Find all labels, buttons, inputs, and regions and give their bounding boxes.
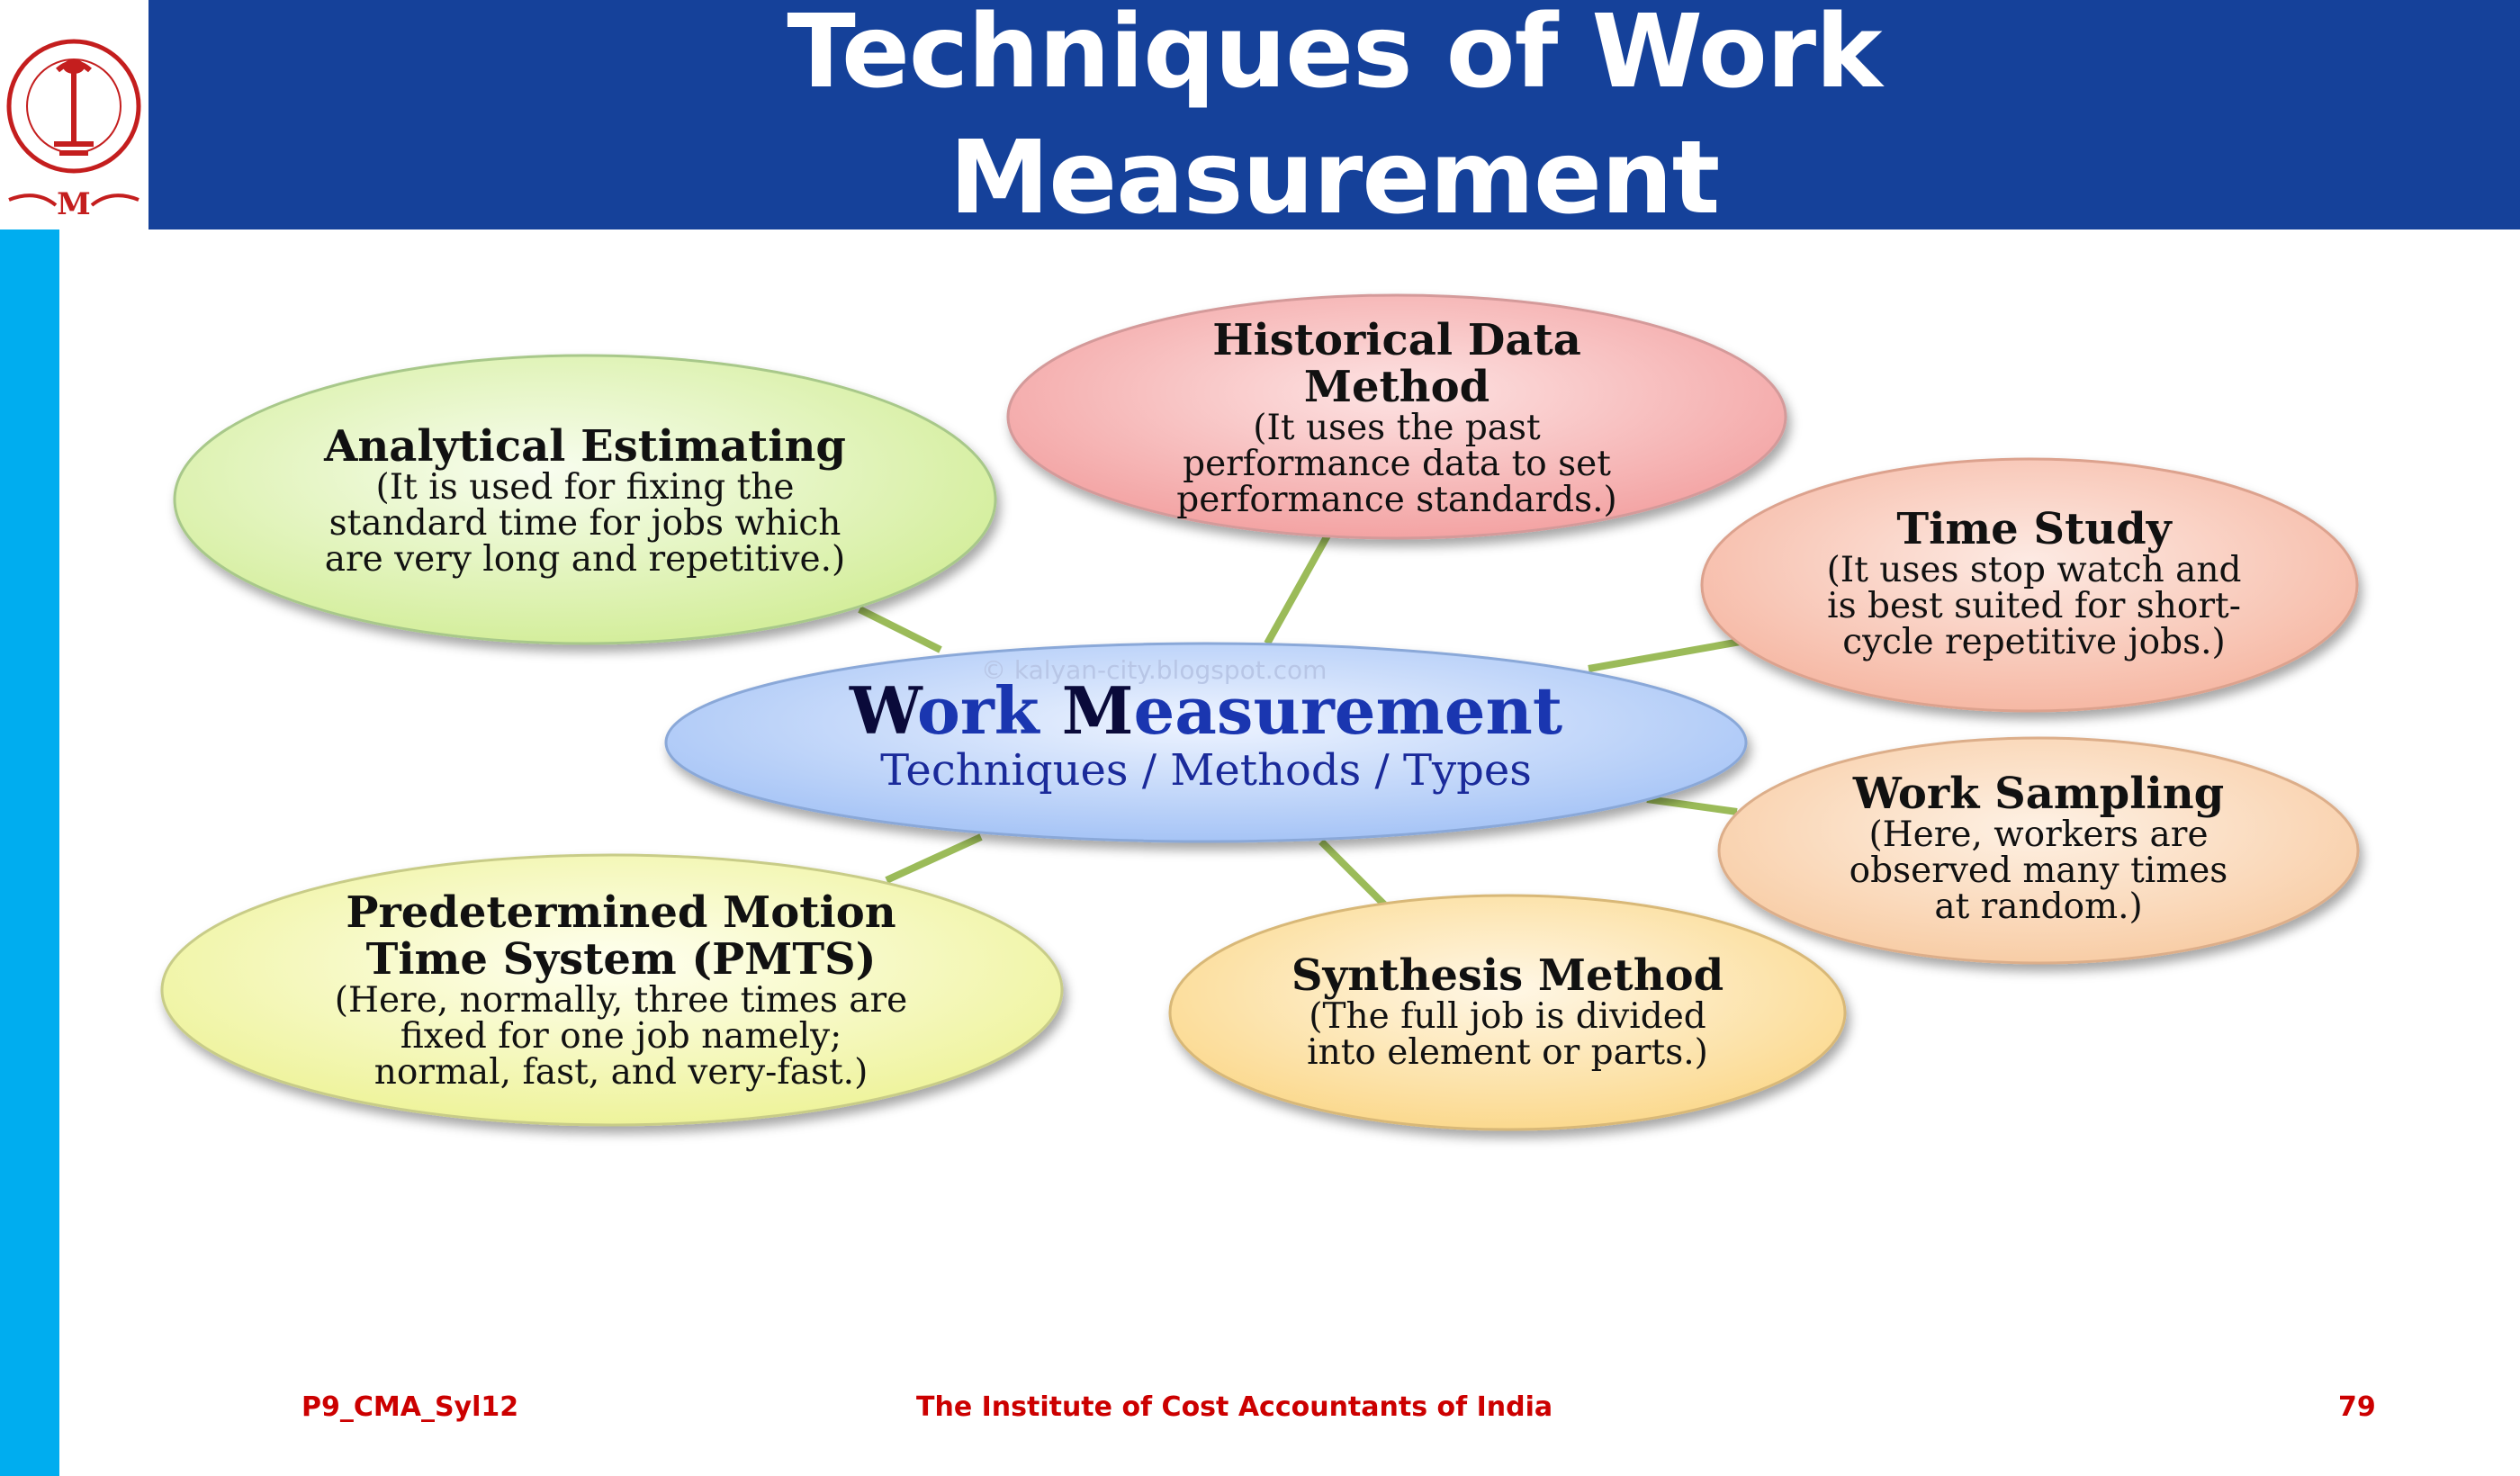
node-analytical-estimating xyxy=(243,423,927,578)
node-desc-line: into element or parts.) xyxy=(1307,1032,1708,1073)
center-node-subtitle: Techniques / Methods / Types xyxy=(880,745,1532,796)
node-desc-line: at random.) xyxy=(1934,886,2143,927)
footer-course-code: P9_CMA_Syl12 xyxy=(302,1391,519,1423)
connector-synthesis xyxy=(1321,842,1384,904)
node-desc-line: (Here, workers are xyxy=(1868,814,2209,855)
svg-text:M: M xyxy=(57,186,91,222)
connector-pmts xyxy=(886,837,981,880)
node-desc-line: fixed for one job namely; xyxy=(400,1016,842,1057)
node-title: Historical Data xyxy=(1212,315,1581,365)
title-line-2: Measurement xyxy=(949,119,1720,237)
node-title-line-2: Time System (PMTS) xyxy=(365,934,877,985)
title-line-1: Techniques of Work xyxy=(787,0,1882,111)
footer-page-number: 79 xyxy=(2338,1391,2376,1423)
node-desc-line: cycle repetitive jobs.) xyxy=(1842,622,2226,662)
node-title: Synthesis Method xyxy=(1291,950,1724,1001)
node-desc-line: standard time for jobs which xyxy=(328,503,842,544)
node-title-line-2: Method xyxy=(1303,362,1490,412)
node-title: Predetermined Motion xyxy=(346,887,896,938)
node-historical-data-method xyxy=(1100,317,1694,518)
connector-analytical xyxy=(860,609,940,650)
center-node-title: Work Measurement xyxy=(849,672,1563,749)
node-synthesis-method xyxy=(1238,952,1778,1071)
node-title: Work Sampling xyxy=(1852,769,2225,819)
node-desc-line: performance standards.) xyxy=(1176,480,1617,520)
center-node xyxy=(666,672,1746,796)
connector-work-sampling xyxy=(1647,799,1737,812)
node-desc-line: observed many times xyxy=(1849,850,2228,891)
node-desc-line: (Here, normally, three times are xyxy=(334,980,908,1021)
node-desc-line: (The full job is divided xyxy=(1309,996,1706,1037)
node-desc-line: (It is used for fixing the xyxy=(375,467,795,508)
connector-historical xyxy=(1267,536,1328,644)
node-desc-line: performance data to set xyxy=(1183,444,1611,484)
node-desc-line: are very long and repetitive.) xyxy=(324,539,846,580)
node-desc-line: is best suited for short- xyxy=(1827,586,2241,626)
node-pmts xyxy=(270,889,972,1091)
watermark: © kalyan-city.blogspot.com xyxy=(981,655,1328,685)
node-time-study xyxy=(1768,506,2300,661)
node-title: Time Study xyxy=(1896,504,2172,554)
node-desc-line: (It uses the past xyxy=(1253,408,1541,448)
node-title: Analytical Estimating xyxy=(324,421,846,472)
node-work-sampling xyxy=(1786,770,2290,925)
node-desc-line: normal, fast, and very-fast.) xyxy=(374,1052,868,1093)
connector-time-study xyxy=(1588,640,1750,669)
node-desc-line: (It uses stop watch and xyxy=(1826,550,2242,590)
footer-institute-name: The Institute of Cost Accountants of India xyxy=(916,1391,1553,1423)
